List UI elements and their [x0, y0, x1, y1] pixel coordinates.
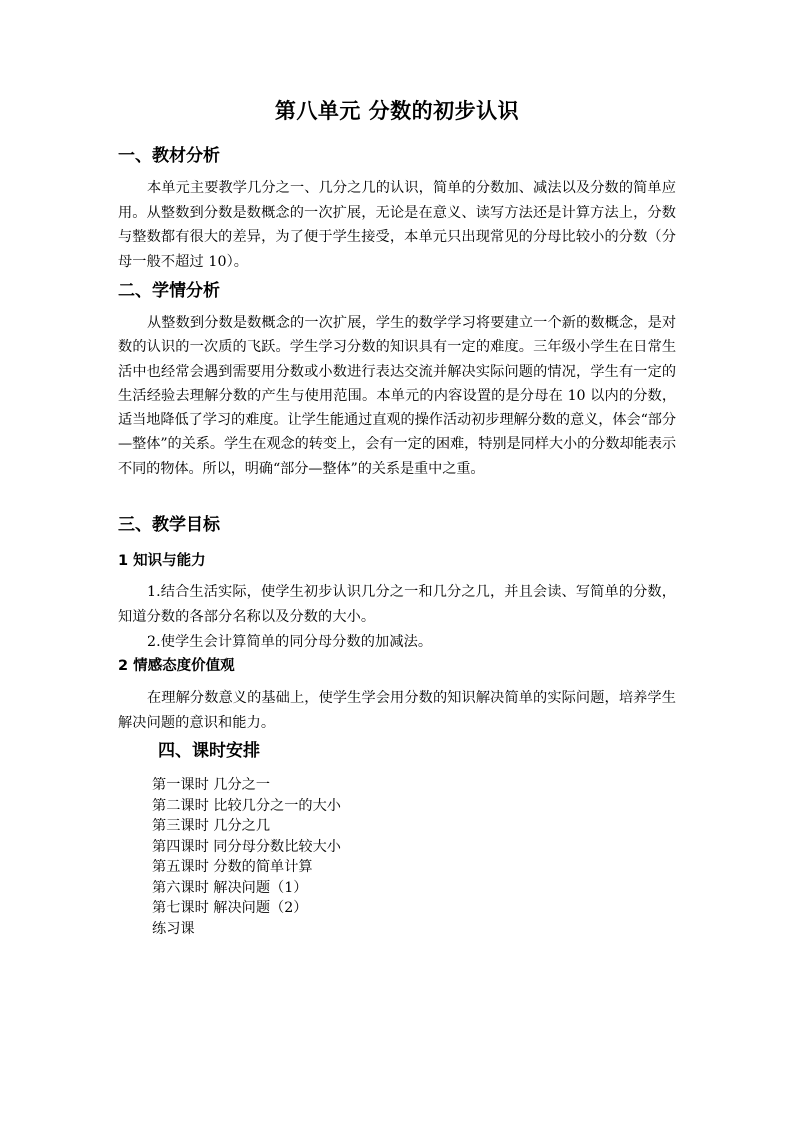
- list-item: 第二课时 比较几分之一的大小: [152, 797, 341, 814]
- document-title: 第八单元 分数的初步认识: [274, 99, 520, 123]
- subsection-heading-knowledge-ability: 1 知识与能力: [118, 553, 206, 569]
- list-item: 第七课时 解决问题（2）: [152, 900, 308, 916]
- list-item: 第六课时 解决问题（1）: [152, 879, 308, 896]
- paragraph-student-analysis: 从整数到分数是数概念的一次扩展，学生的数学学习将要建立一个新的数概念，是对数的认识的一次质的飞跃。学生学习分数的知识具有一定的难度。三年级小学生在日常生活中也经常会遇到需要用分数或小数进行表达交流并解决实际问题的情况，学生有一定的生活经验去理解分数的产生与使用范围。本单元的内容设置的是分母在 10 以内的分数，适当地降低了学习的难度。让学生能通过直观的操作活动初步理解分数的意义，体会“部分—整体”的关系。学生在观念的转变上，会有一定的困难，特别是同样大小的分数却能表示不同的物体。所以，明确“部分—整体”的关系是重中之重。: [118, 315, 676, 477]
- list-item: 第三课时 几分之几: [152, 818, 271, 834]
- list-item: 练习课: [152, 920, 195, 937]
- section-heading-lesson-schedule: 四、课时安排: [158, 741, 260, 761]
- paragraph-textbook-analysis: 本单元主要教学几分之一、几分之几的认识，简单的分数加、减法以及分数的简单应用。从整数到分数是数概念的一次扩展，无论是在意义、读写方法还是计算方法上，分数与整数都有很大的差异，为了便于学生接受，本单元只出现常见的分母比较小的分数（分母一般不超过 10）。: [118, 180, 676, 270]
- list-item: 第五课时 分数的简单计算: [152, 859, 313, 875]
- section-heading-textbook-analysis: 一、教材分析: [118, 146, 220, 166]
- paragraph-goal-2: 2.使学生会计算简单的同分母分数的加减法。: [147, 634, 433, 650]
- lesson-schedule-list: [152, 775, 341, 939]
- list-item: 第一课时 几分之一: [152, 777, 271, 793]
- paragraph-goal-1: 1.结合生活实际，使学生初步认识几分之一和几分之几，并且会读、写简单的分数，知道分数的各部分名称以及分数的大小。: [118, 584, 676, 625]
- section-heading-student-analysis: 二、学情分析: [118, 281, 220, 301]
- subsection-heading-attitude-values: 2 情感态度价值观: [118, 658, 235, 674]
- paragraph-attitude-values: 在理解分数意义的基础上，使学生学会用分数的知识解决简单的实际问题，培养学生解决问题的意识和能力。: [118, 690, 676, 731]
- list-item: 第四课时 同分母分数比较大小: [152, 838, 341, 855]
- section-heading-teaching-goals: 三、教学目标: [118, 515, 220, 535]
